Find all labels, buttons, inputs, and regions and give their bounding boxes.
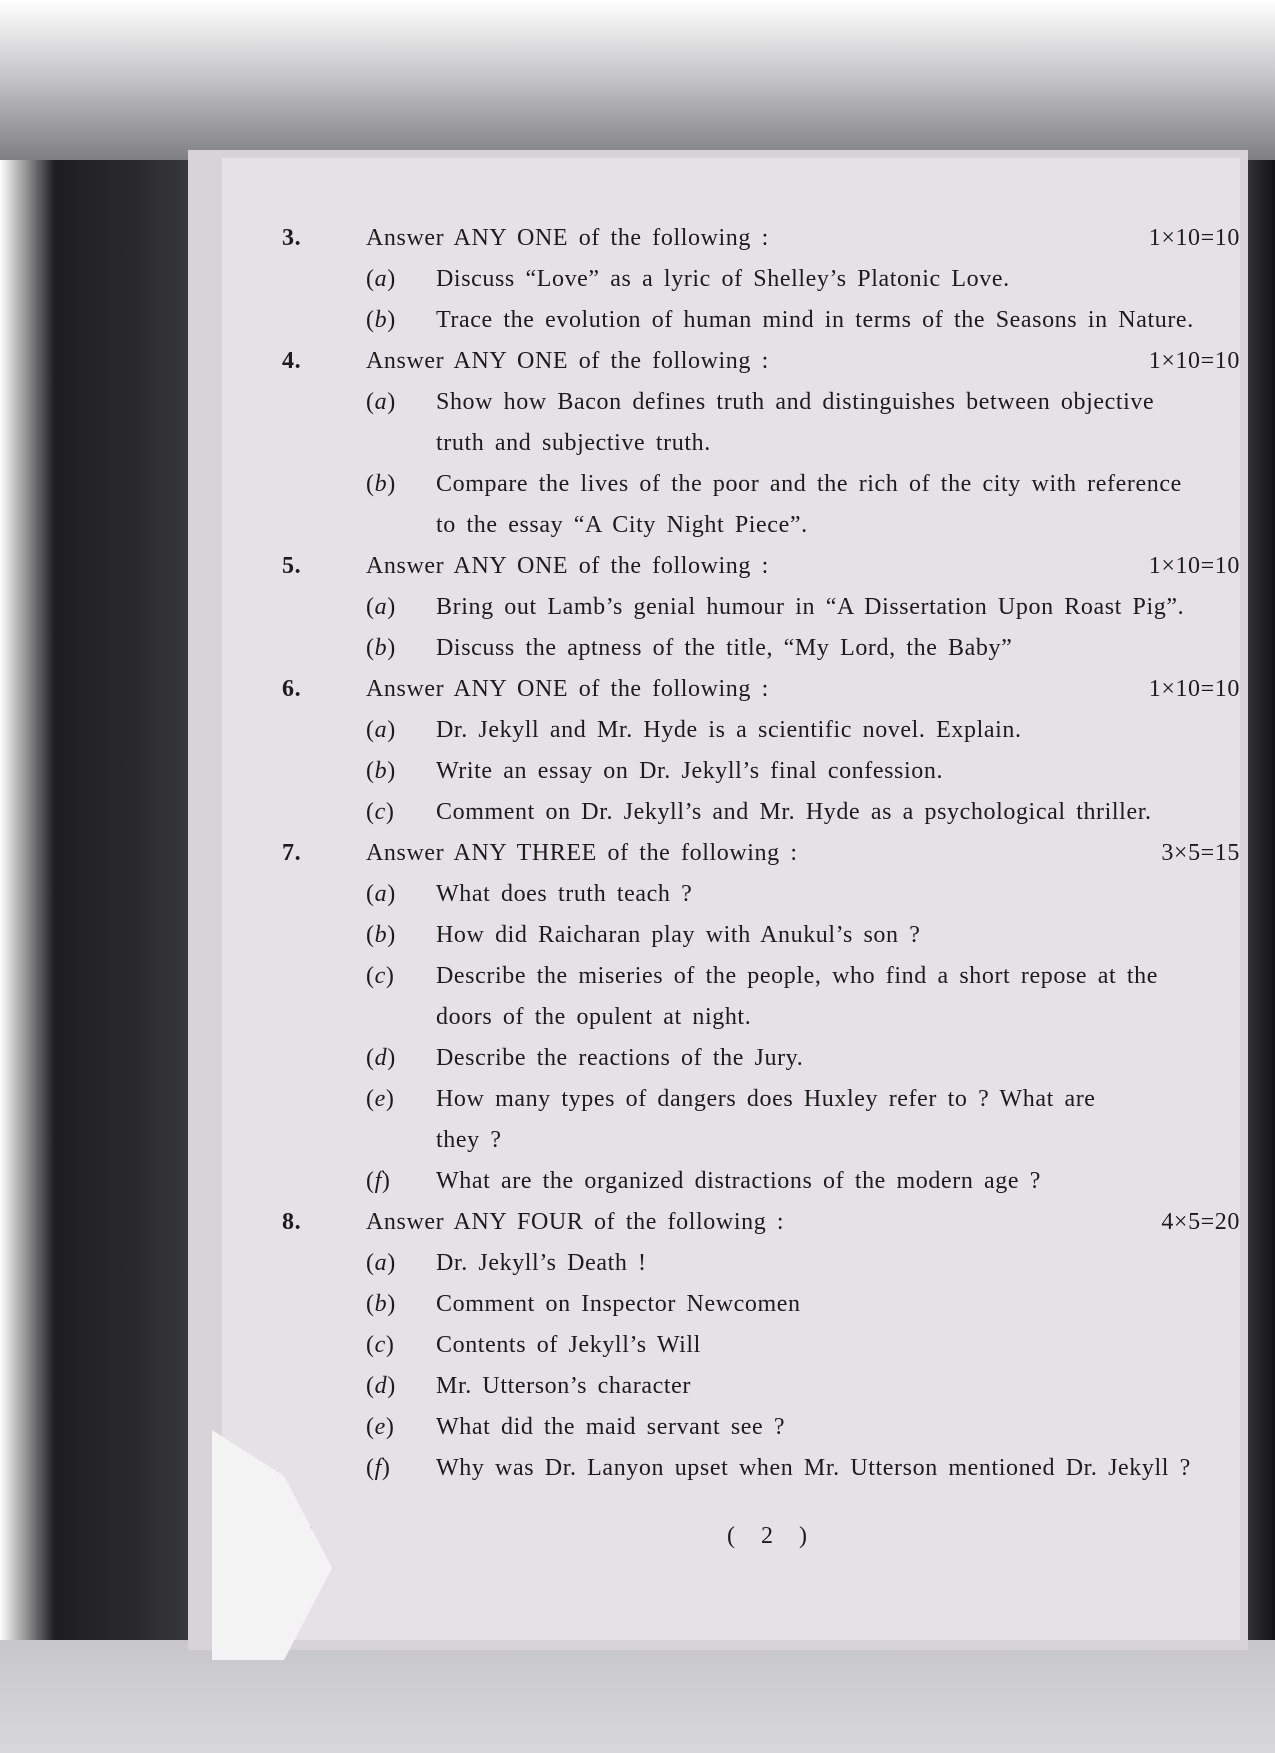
option-item <box>282 1161 1240 1202</box>
option-label: (a) <box>366 717 396 743</box>
option-text: How many types of dangers does Huxley refer to ? What are <box>436 1086 1096 1112</box>
option-text: Trace the evolution of human mind in terms of the Seasons in Nature. <box>436 307 1194 333</box>
option-text: Mr. Utterson’s character <box>436 1373 691 1399</box>
question-marks: 1×10=10 <box>1148 348 1240 374</box>
option-label: (a) <box>366 389 396 415</box>
option-item <box>282 792 1240 833</box>
option-text: Write an essay on Dr. Jekyll’s final confession. <box>436 758 944 784</box>
option-label: (c) <box>366 1332 395 1358</box>
option-label: (e) <box>366 1086 395 1112</box>
option-label: (b) <box>366 922 396 948</box>
question-prompt: Answer ANY ONE of the following : <box>366 676 769 702</box>
option-item <box>282 628 1240 669</box>
option-text-continued: to the essay “A City Night Piece”. <box>436 512 808 538</box>
option-item <box>282 1284 1240 1325</box>
option-item <box>282 259 1240 300</box>
option-text: Describe the reactions of the Jury. <box>436 1045 804 1071</box>
option-text-continued: they ? <box>436 1127 502 1153</box>
option-item <box>282 956 1240 1038</box>
option-item <box>282 464 1240 546</box>
option-text: Dr. Jekyll’s Death ! <box>436 1250 647 1276</box>
question-heading <box>282 218 1240 259</box>
question-number: 7. <box>282 840 302 866</box>
option-text: How did Raicharan play with Anukul’s son ? <box>436 922 921 948</box>
option-label: (b) <box>366 307 396 333</box>
option-label: (f) <box>366 1455 391 1481</box>
question-prompt: Answer ANY ONE of the following : <box>366 553 769 579</box>
option-label: (b) <box>366 635 396 661</box>
option-text-continued: doors of the opulent at night. <box>436 1004 752 1030</box>
option-label: (d) <box>366 1373 396 1399</box>
question-heading <box>282 833 1240 874</box>
option-label: (a) <box>366 1250 396 1276</box>
option-text-continued: truth and subjective truth. <box>436 430 711 456</box>
question-heading <box>282 1202 1240 1243</box>
option-text: Contents of Jekyll’s Will <box>436 1332 701 1358</box>
option-item <box>282 587 1240 628</box>
option-label: (c) <box>366 963 395 989</box>
question-prompt: Answer ANY FOUR of the following : <box>366 1209 785 1235</box>
question-marks: 3×5=15 <box>1161 840 1240 866</box>
option-item <box>282 751 1240 792</box>
question-heading <box>282 341 1240 382</box>
option-item <box>282 1325 1240 1366</box>
question-marks: 1×10=10 <box>1148 676 1240 702</box>
option-text: Why was Dr. Lanyon upset when Mr. Utterson mentioned Dr. Jekyll ? <box>436 1455 1191 1481</box>
option-text: Dr. Jekyll and Mr. Hyde is a scientific novel. Explain. <box>436 717 1022 743</box>
option-label: (b) <box>366 1291 396 1317</box>
question-heading <box>282 546 1240 587</box>
question-number: 4. <box>282 348 302 374</box>
question-prompt: Answer ANY ONE of the following : <box>366 225 769 251</box>
option-text: Bring out Lamb’s genial humour in “A Dissertation Upon Roast Pig”. <box>436 594 1185 620</box>
option-text: Discuss “Love” as a lyric of Shelley’s Platonic Love. <box>436 266 1010 292</box>
option-text: What are the organized distractions of the modern age ? <box>436 1168 1042 1194</box>
question-heading <box>282 669 1240 710</box>
option-text: Discuss the aptness of the title, “My Lord, the Baby” <box>436 635 1013 661</box>
scan-background-bottom <box>0 1640 1275 1753</box>
option-label: (b) <box>366 471 396 497</box>
page-number: ( 2 ) <box>727 1523 817 1549</box>
question-prompt: Answer ANY THREE of the following : <box>366 840 798 866</box>
option-label: (d) <box>366 1045 396 1071</box>
question-marks: 1×10=10 <box>1148 225 1240 251</box>
option-text: Show how Bacon defines truth and distinguishes between objective <box>436 389 1155 415</box>
option-item <box>282 1038 1240 1079</box>
question-marks: 1×10=10 <box>1148 553 1240 579</box>
option-item <box>282 915 1240 956</box>
option-item <box>282 1448 1240 1489</box>
option-item <box>282 710 1240 751</box>
option-text: What did the maid servant see ? <box>436 1414 786 1440</box>
question-number: 5. <box>282 553 302 579</box>
option-item <box>282 300 1240 341</box>
question-list <box>282 218 1240 1489</box>
option-label: (a) <box>366 266 396 292</box>
option-text: What does truth teach ? <box>436 881 693 907</box>
option-text: Describe the miseries of the people, who find a short repose at the <box>436 963 1158 989</box>
scan-background-top <box>0 0 1275 160</box>
question-prompt: Answer ANY ONE of the following : <box>366 348 769 374</box>
option-item <box>282 1243 1240 1284</box>
question-number: 3. <box>282 225 302 251</box>
option-text: Compare the lives of the poor and the rich of the city with reference <box>436 471 1182 497</box>
option-item <box>282 1366 1240 1407</box>
scan-background-left <box>0 160 195 1753</box>
option-item <box>282 874 1240 915</box>
option-label: (a) <box>366 594 396 620</box>
option-label: (c) <box>366 799 395 825</box>
question-marks: 4×5=20 <box>1161 1209 1240 1235</box>
option-label: (b) <box>366 758 396 784</box>
option-label: (a) <box>366 881 396 907</box>
option-item <box>282 382 1240 464</box>
option-item <box>282 1079 1240 1161</box>
page-footer <box>277 1523 1235 1563</box>
question-number: 6. <box>282 676 302 702</box>
option-text: Comment on Dr. Jekyll’s and Mr. Hyde as a psychological thriller. <box>436 799 1152 825</box>
option-item <box>282 1407 1240 1448</box>
exam-page <box>222 158 1240 1640</box>
option-label: (f) <box>366 1168 391 1194</box>
option-label: (e) <box>366 1414 395 1440</box>
question-number: 8. <box>282 1209 302 1235</box>
option-text: Comment on Inspector Newcomen <box>436 1291 801 1317</box>
